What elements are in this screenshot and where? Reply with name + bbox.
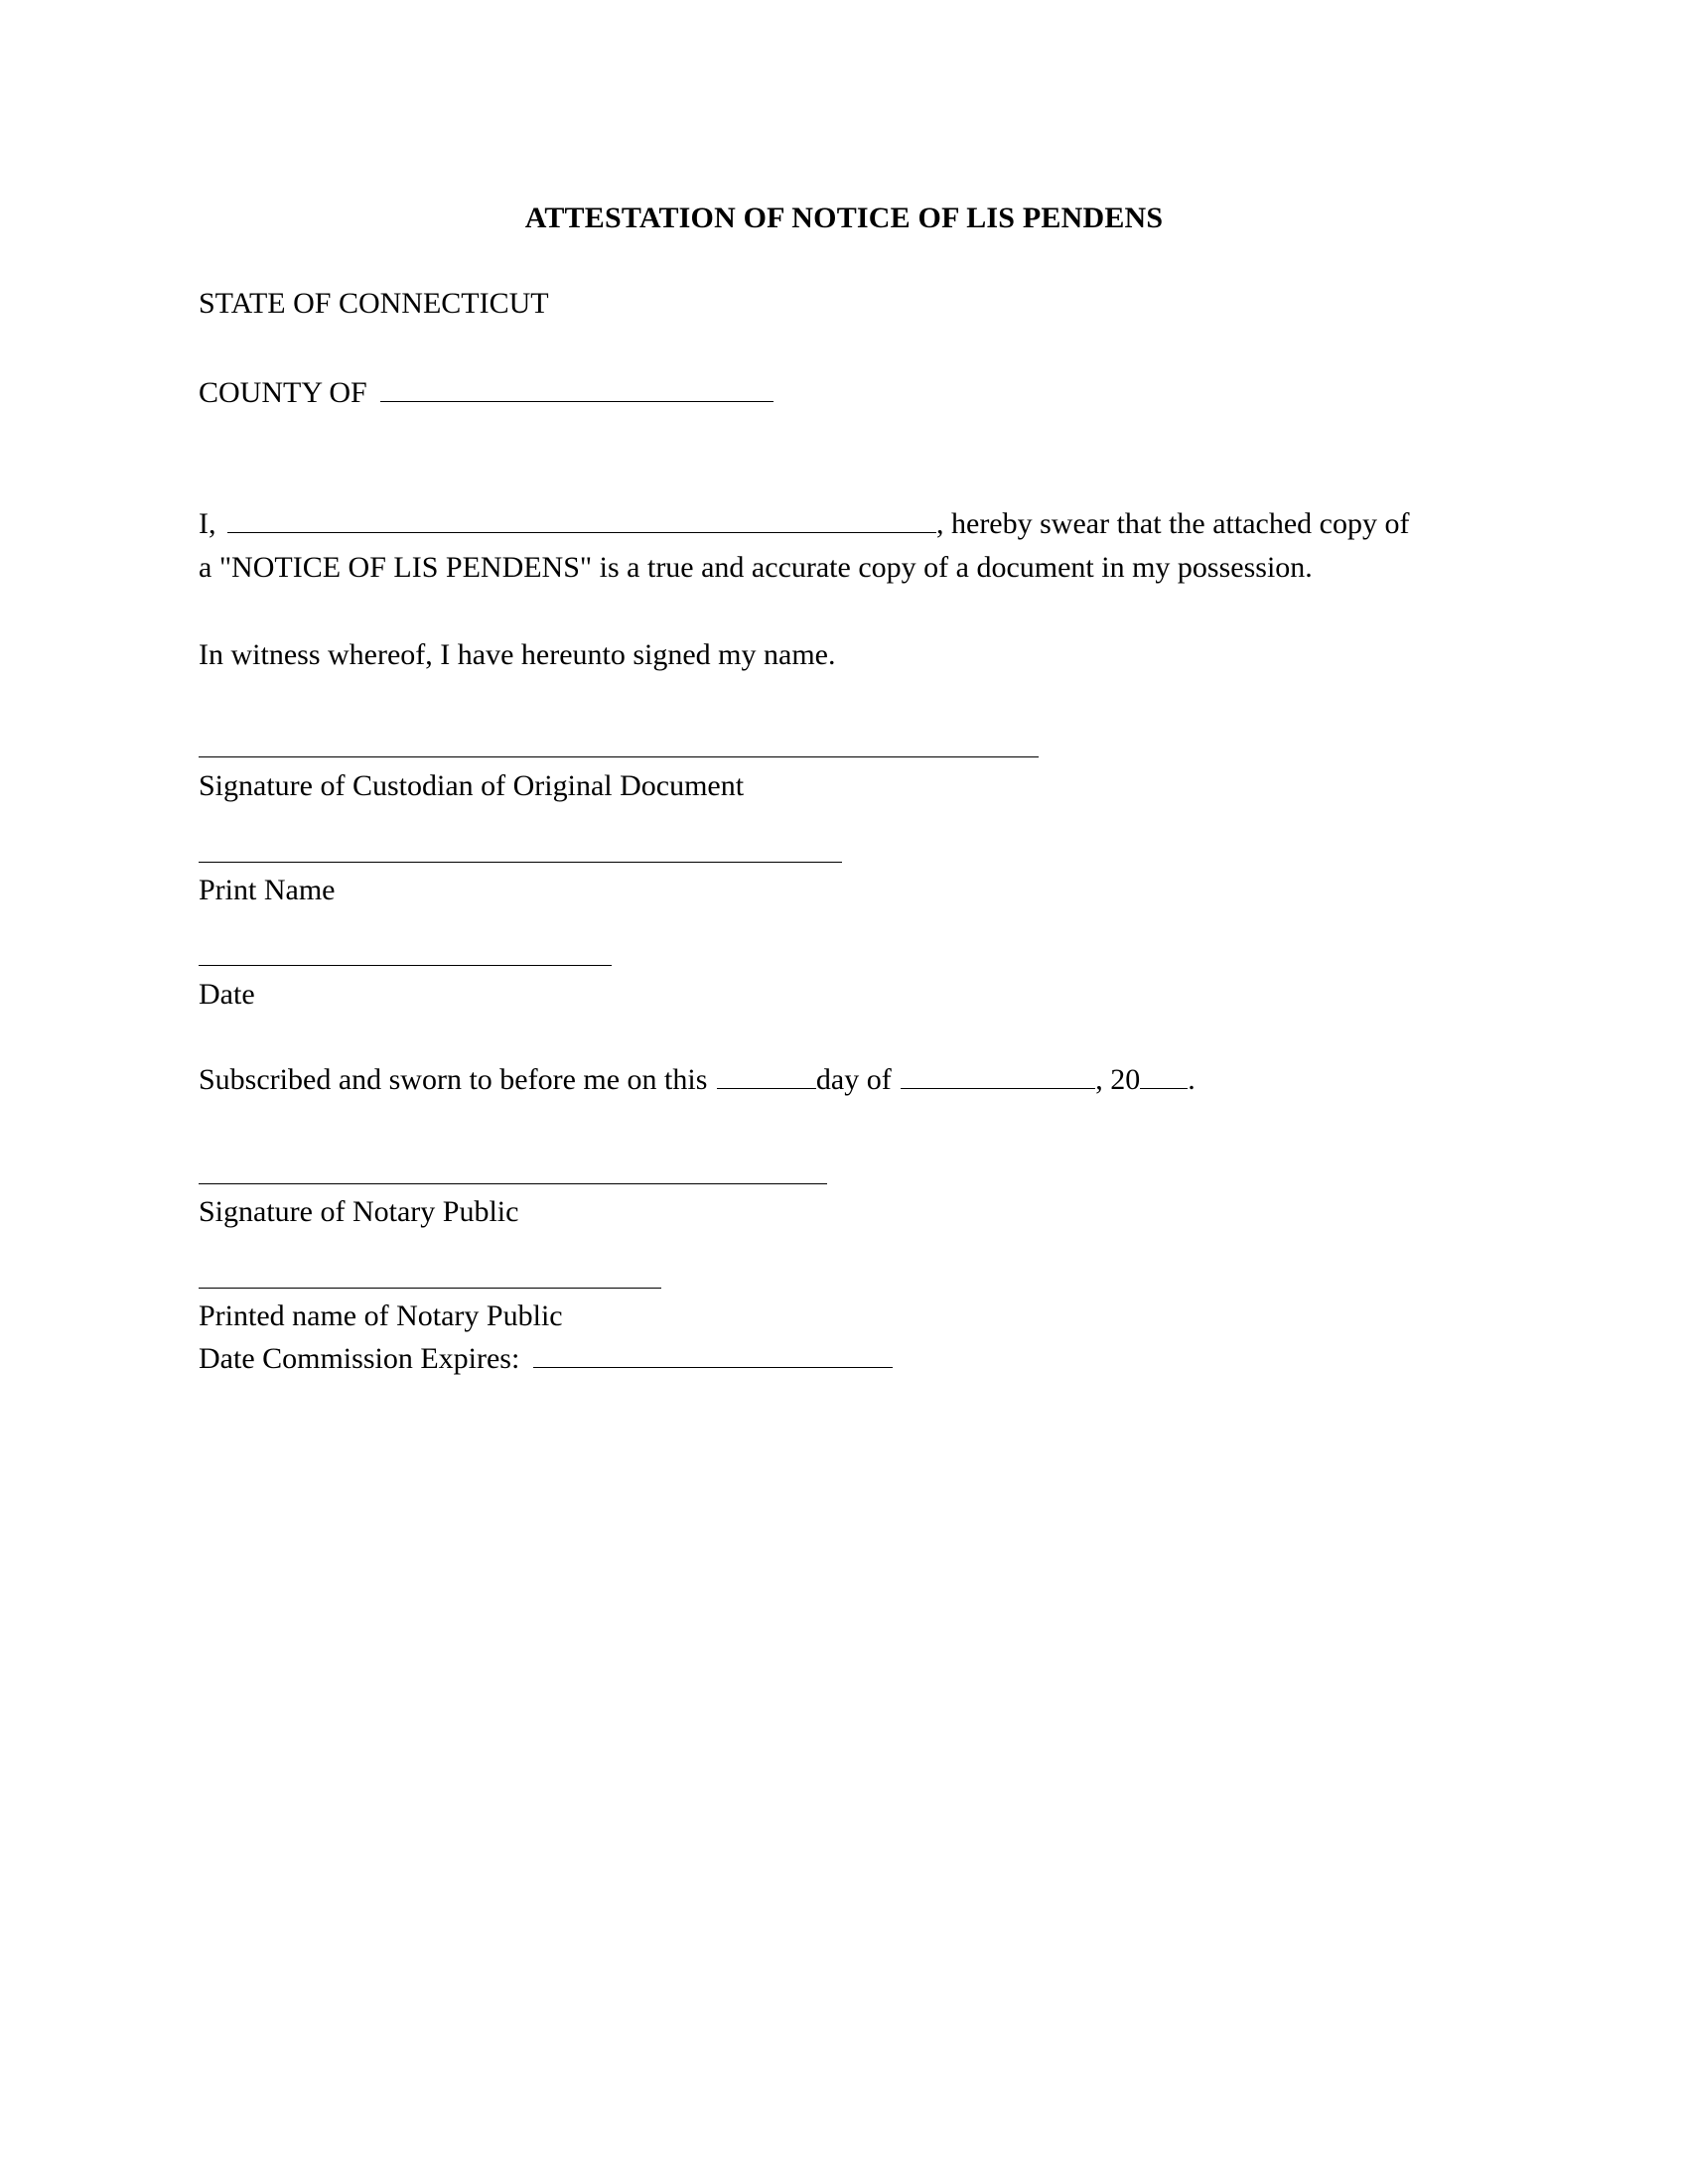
oath-suffix: , hereby swear that the attached copy of [936,507,1410,540]
state-line: STATE OF CONNECTICUT [199,287,549,320]
sworn-month-blank[interactable] [901,1062,1095,1089]
sworn-line [199,1060,1196,1100]
print-name-label: Print Name [199,874,336,906]
date-rule[interactable] [199,965,612,966]
document-title: ATTESTATION OF NOTICE OF LIS PENDENS [524,202,1164,234]
custodian-signature-rule[interactable] [199,756,1039,757]
sworn-day-blank[interactable] [717,1062,816,1089]
oath-name-blank[interactable] [227,506,936,533]
oath-line-2: a "NOTICE OF LIS PENDENS" is a true and accurate copy of a document in my possession. [199,551,1313,584]
sworn-year-blank[interactable] [1140,1062,1188,1089]
county-line [199,373,774,413]
custodian-signature-label: Signature of Custodian of Original Document [199,769,745,802]
notary-printed-name-label: Printed name of Notary Public [199,1299,563,1332]
commission-line [199,1339,893,1379]
sworn-prefix: Subscribed and sworn to before me on this [199,1063,708,1096]
sworn-year-label: , 20 [1095,1063,1141,1096]
notary-printed-name-rule[interactable] [199,1288,661,1289]
county-label: COUNTY OF [199,376,367,409]
notary-signature-label: Signature of Notary Public [199,1195,519,1228]
commission-label: Date Commission Expires: [199,1342,520,1375]
commission-blank[interactable] [533,1341,893,1368]
oath-prefix: I, [199,507,216,540]
print-name-rule[interactable] [199,862,842,863]
oath-line-1 [199,504,1409,544]
sworn-end: . [1188,1063,1196,1096]
county-blank[interactable] [380,375,774,402]
sworn-day-label: day of [815,1063,892,1096]
date-label: Date [199,978,255,1011]
witness-line: In witness whereof, I have hereunto signed my name. [199,638,836,671]
notary-signature-rule[interactable] [199,1183,827,1184]
